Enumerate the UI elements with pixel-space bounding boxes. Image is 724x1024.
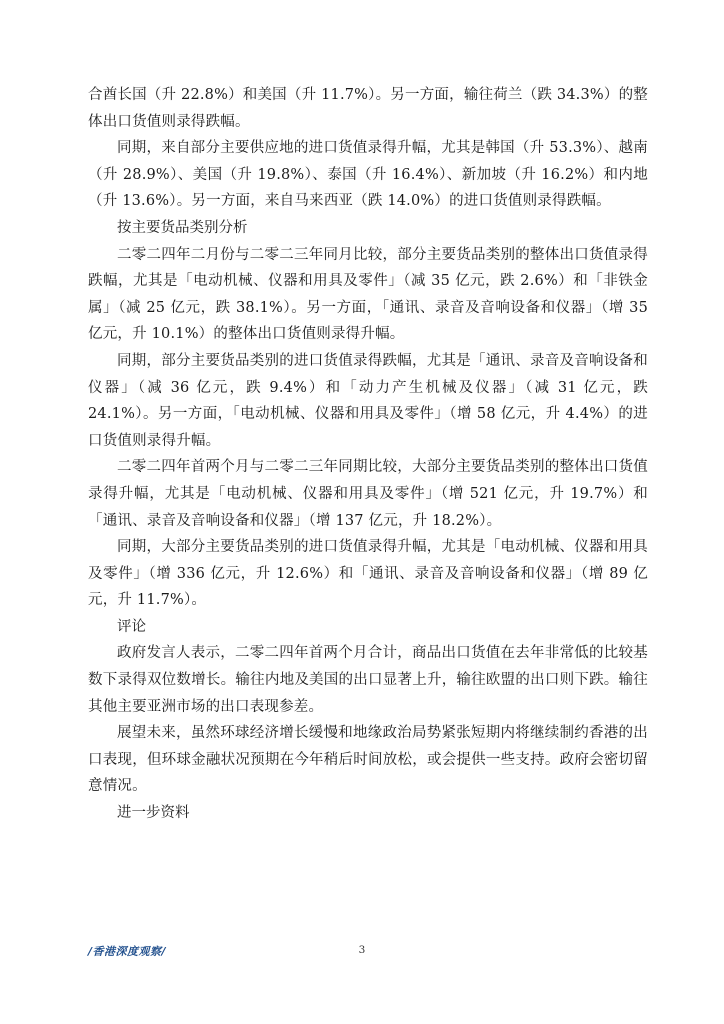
paragraph-outlook: 展望未来，虽然环球经济增长缓慢和地缘政治局势紧张短期内将继续制约香港的出口表现，但环球金融状况预期在今年稍后时间放松，或会提供一些支持。政府会密切留意情况。 bbox=[88, 725, 648, 795]
document-body bbox=[88, 82, 648, 827]
paragraph-import-suppliers: 同期，来自部分主要供应地的进口货值录得升幅，尤其是韩国（升 53.3%）、越南（升 28.9%）、美国（升 19.8%）、泰国（升 16.4%）、新加坡（升 16.2%）和内地（升 13.6%）。另一方面，来自马来西亚（跌 14.0%）的进口货值则录得跌幅。 bbox=[88, 140, 648, 210]
footer-brand-logo: /香港深度观察/ bbox=[88, 945, 167, 958]
paragraph-export-destinations-cont: 合酋长国（升 22.8%）和美国（升 11.7%）。另一方面，输往荷兰（跌 34.3%）的整体出口货值则录得跌幅。 bbox=[88, 87, 648, 130]
section-heading-by-commodity: 按主要货品类别分析 bbox=[117, 219, 248, 236]
paragraph-two-months-exports-by-commodity: 二零二四年首两个月与二零二三年同期比较，大部分主要货品类别的整体出口货值录得升幅，尤其是「电动机械、仪器和用具及零件」（增 521 亿元，升 19.7%）和「通讯、录音及音响设备和仪器」（增 137 亿元，升 18.2%）。 bbox=[88, 459, 648, 529]
paragraph-february-exports-by-commodity: 二零二四年二月份与二零二三年同月比较，部分主要货品类别的整体出口货值录得跌幅，尤其是「电动机械、仪器和用具及零件」（减 35 亿元，跌 2.6%）和「非铁金属」（减 25 亿元，跌 38.1%）。另一方面，「通讯、录音及音响设备和仪器」（增 35 亿元，升 10.1%）的整体出口货值则录得升幅。 bbox=[88, 246, 648, 343]
page-number: 3 bbox=[358, 944, 366, 956]
paragraph-february-imports-by-commodity: 同期，部分主要货品类别的进口货值录得跌幅，尤其是「通讯、录音及音响设备和仪器」（减 36 亿元，跌 9.4%）和「动力产生机械及仪器」（减 31 亿元，跌 24.1%）。另一方面，「电动机械、仪器和用具及零件」（增 58 亿元，升 4.4%）的进口货值则录得升幅。 bbox=[88, 352, 648, 449]
section-heading-further-info: 进一步资料 bbox=[117, 805, 190, 822]
paragraph-government-spokesman: 政府发言人表示，二零二四年首两个月合计，商品出口货值在去年非常低的比较基数下录得双位数增长。输往内地及美国的出口显著上升，输往欧盟的出口则下跌。输往其他主要亚洲市场的出口表现参差。 bbox=[88, 645, 648, 715]
section-heading-commentary: 评论 bbox=[117, 618, 146, 635]
paragraph-two-months-imports-by-commodity: 同期，大部分主要货品类别的进口货值录得升幅，尤其是「电动机械、仪器和用具及零件」（增 336 亿元，升 12.6%）和「通讯、录音及音响设备和仪器」（增 89 亿元，升 11.7%）。 bbox=[88, 539, 648, 609]
